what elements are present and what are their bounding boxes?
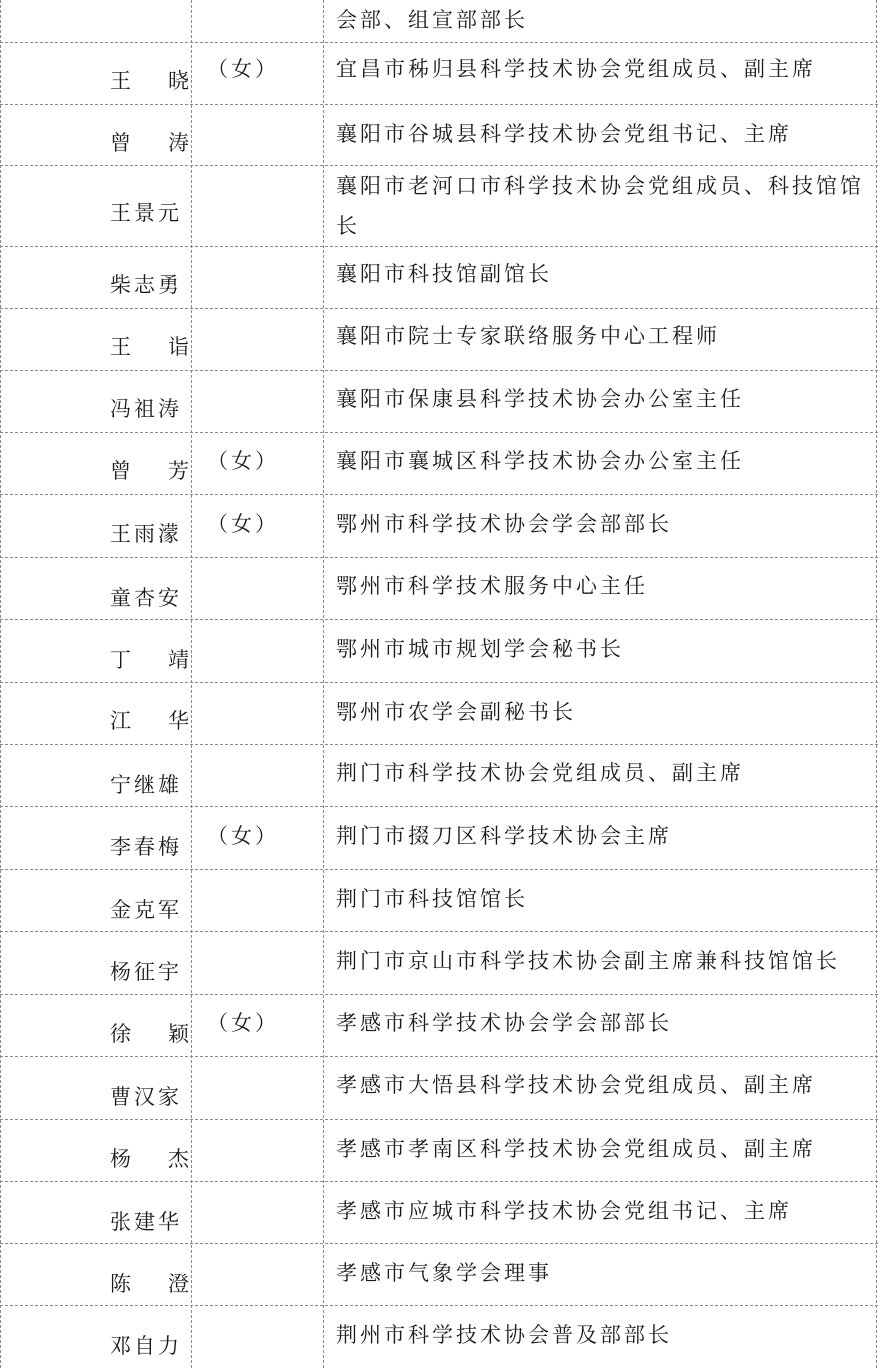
- duty-cell: 孝感市孝南区科学技术协会党组成员、副主席: [336, 1137, 816, 1161]
- duty-cell: 孝感市大悟县科学技术协会党组成员、副主席: [336, 1073, 816, 1097]
- name-cell: 王诣: [110, 335, 226, 359]
- duty-cell: 襄阳市谷城县科学技术协会党组书记、主席: [336, 122, 792, 146]
- duty-cell: 荆门市科学技术协会党组成员、副主席: [336, 761, 744, 785]
- table-row: [0, 807, 878, 870]
- table-row: [0, 745, 878, 807]
- duty-cell: 宜昌市秭归县科学技术协会党组成员、副主席: [336, 57, 816, 81]
- table-row: [0, 870, 878, 932]
- gender-cell: （女）: [207, 57, 279, 81]
- name-cell: 柴志勇: [110, 273, 182, 297]
- table-row: [0, 683, 878, 745]
- table-row: [0, 620, 878, 683]
- duty-cell: 会部、组宣部部长: [336, 8, 528, 32]
- duty-cell: 荆门市京山市科学技术协会副主席兼科技馆馆长: [336, 949, 840, 973]
- table-row: [0, 1120, 878, 1182]
- table-row: [0, 1306, 878, 1368]
- name-cell: 丁靖: [110, 648, 226, 672]
- table-row: [0, 433, 878, 495]
- table-row: [0, 495, 878, 558]
- table-row: [0, 1182, 878, 1244]
- name-cell: 王晓: [110, 69, 226, 93]
- name-cell: 杨杰: [110, 1147, 226, 1171]
- gender-cell: （女）: [207, 824, 279, 848]
- duty-cell: 襄阳市院士专家联络服务中心工程师: [336, 324, 720, 348]
- duty-cell: 荆州市科学技术协会普及部部长: [336, 1323, 672, 1347]
- name-cell: 宁继雄: [110, 773, 182, 797]
- gender-cell: （女）: [207, 1011, 279, 1035]
- gender-cell: （女）: [207, 449, 279, 473]
- duty-cell: 鄂州市科学技术协会学会部部长: [336, 512, 672, 536]
- table-row: [0, 166, 878, 247]
- gender-cell: （女）: [207, 512, 279, 536]
- table-row: [0, 105, 878, 166]
- name-cell: 曾涛: [110, 131, 226, 155]
- duty-cell: 荆门市科技馆馆长: [336, 887, 528, 911]
- duty-cell: 襄阳市科技馆副馆长: [336, 262, 552, 286]
- duty-cell: 荆门市掇刀区科学技术协会主席: [336, 824, 672, 848]
- table-row: [0, 1244, 878, 1306]
- duty-cell: 孝感市应城市科学技术协会党组书记、主席: [336, 1199, 792, 1223]
- duty-cell: 孝感市科学技术协会学会部部长: [336, 1011, 672, 1035]
- duty-cell: 襄阳市襄城区科学技术协会办公室主任: [336, 449, 744, 473]
- name-cell: 曾芳: [110, 459, 226, 483]
- table-row: [0, 247, 878, 309]
- duty-cell: 孝感市气象学会理事: [336, 1261, 552, 1285]
- duty-cell: 襄阳市保康县科学技术协会办公室主任: [336, 387, 744, 411]
- table-row: [0, 0, 878, 43]
- table-row: [0, 932, 878, 995]
- name-cell: 冯祖涛: [110, 397, 182, 421]
- duty-cell: 鄂州市科学技术服务中心主任: [336, 574, 648, 598]
- table-row: [0, 371, 878, 433]
- name-cell: 曹汉家: [110, 1085, 182, 1109]
- name-cell: 徐颖: [110, 1022, 226, 1046]
- duty-cell: 襄阳市老河口市科学技术协会党组成员、科技馆馆长: [336, 174, 864, 238]
- name-cell: 童杏安: [110, 586, 182, 610]
- name-cell: 张建华: [110, 1210, 182, 1234]
- table-row: [0, 309, 878, 371]
- name-cell: 王雨濛: [110, 522, 182, 546]
- name-cell: 金克军: [110, 898, 182, 922]
- name-cell: 王景元: [110, 201, 182, 225]
- name-cell: 杨征宇: [110, 960, 182, 984]
- name-cell: 邓自力: [110, 1334, 182, 1358]
- table-row: [0, 558, 878, 620]
- name-cell: 李春梅: [110, 835, 182, 859]
- table-row: [0, 43, 878, 105]
- table-row: [0, 995, 878, 1057]
- duty-cell: 鄂州市农学会副秘书长: [336, 700, 576, 724]
- name-cell: 江华: [110, 709, 226, 733]
- table-row: [0, 1057, 878, 1120]
- duty-cell: 鄂州市城市规划学会秘书长: [336, 637, 624, 661]
- name-cell: 陈澄: [110, 1272, 226, 1296]
